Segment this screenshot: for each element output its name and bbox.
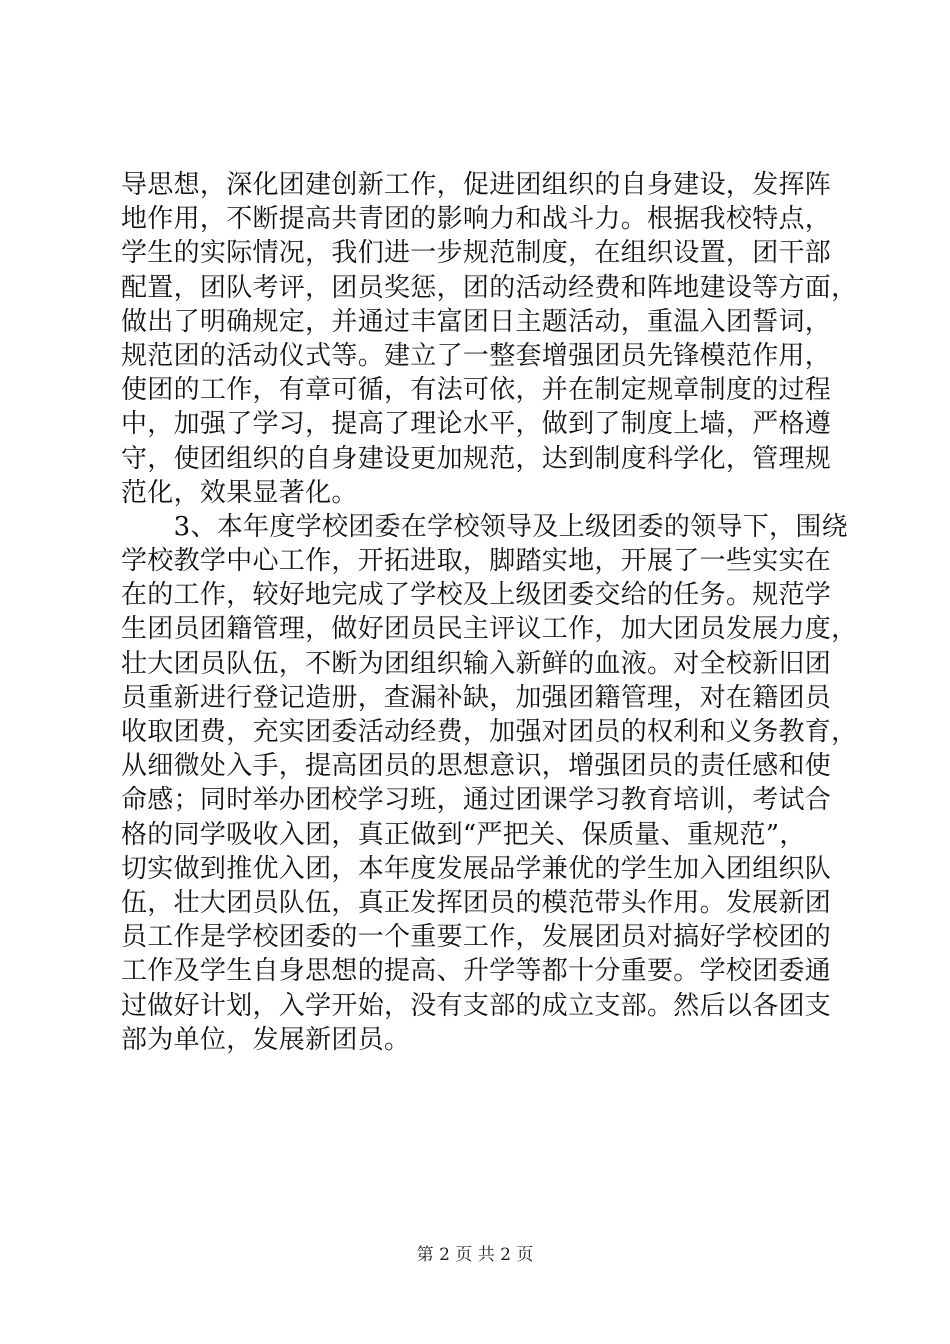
text-line: 员工作是学校团委的一个重要工作，发展团员对搞好学校团的 <box>121 922 832 953</box>
text-line: 做出了明确规定，并通过丰富团日主题活动，重温入团誓词， <box>121 306 832 337</box>
text-line: 在的工作，较好地完成了学校及上级团委交给的任务。规范学 <box>121 580 832 611</box>
text-line: 格的同学吸收入团，真正做到“严把关、保质量、重规范”， <box>121 819 806 850</box>
text-line: 部为单位，发展新团员。 <box>121 1024 411 1055</box>
text-line: 工作及学生自身思想的提高、升学等都十分重要。学校团委通 <box>121 956 832 987</box>
text-line: 从细微处入手，提高团员的思想意识，增强团员的责任感和使 <box>121 751 832 782</box>
page-number-footer: 第 2 页 共 2 页 <box>416 1245 534 1265</box>
text-line: 壮大团员队伍，不断为团组织输入新鲜的血液。对全校新旧团 <box>121 648 832 679</box>
text-line: 规范团的活动仪式等。建立了一整套增强团员先锋模范作用， <box>121 340 832 371</box>
text-line: 使团的工作，有章可循，有法可依，并在制定规章制度的过程 <box>121 375 832 406</box>
body-text <box>121 168 858 1057</box>
text-line: 命感；同时举办团校学习班，通过团课学习教育培训，考试合 <box>121 785 832 816</box>
text-line: 员重新进行登记造册，查漏补缺，加强团籍管理，对在籍团员 <box>121 682 832 713</box>
text-line: 伍，壮大团员队伍，真正发挥团员的模范带头作用。发展新团 <box>121 887 832 918</box>
text-line: 范化，效果显著化。 <box>121 477 358 508</box>
text-line: 配置，团队考评，团员奖惩，团的活动经费和阵地建设等方面， <box>121 272 858 303</box>
text-line: 收取团费，充实团委活动经费，加强对团员的权利和义务教育， <box>121 717 858 747</box>
text-line: 中，加强了学习，提高了理论水平，做到了制度上墙，严格遵 <box>121 409 832 440</box>
text-line: 地作用，不断提高共青团的影响力和战斗力。根据我校特点， <box>121 204 832 235</box>
text-line: 学校教学中心工作，开拓进取，脚踏实地，开展了一些实实在 <box>121 546 832 577</box>
text-line: 生团员团籍管理，做好团员民主评议工作，加大团员发展力度， <box>121 614 858 645</box>
text-line: 守，使团组织的自身建设更加规范，达到制度科学化，管理规 <box>121 443 832 474</box>
text-line: 导思想，深化团建创新工作，促进团组织的自身建设，发挥阵 <box>121 170 832 200</box>
text-line: 3、本年度学校团委在学校领导及上级团委的领导下，围绕 <box>121 511 848 542</box>
text-line: 学生的实际情况，我们进一步规范制度，在组织设置，团干部 <box>121 238 832 269</box>
text-line: 切实做到推优入团，本年度发展品学兼优的学生加入团组织队 <box>121 853 832 884</box>
text-line: 过做好计划，入学开始，没有支部的成立支部。然后以各团支 <box>121 990 832 1021</box>
